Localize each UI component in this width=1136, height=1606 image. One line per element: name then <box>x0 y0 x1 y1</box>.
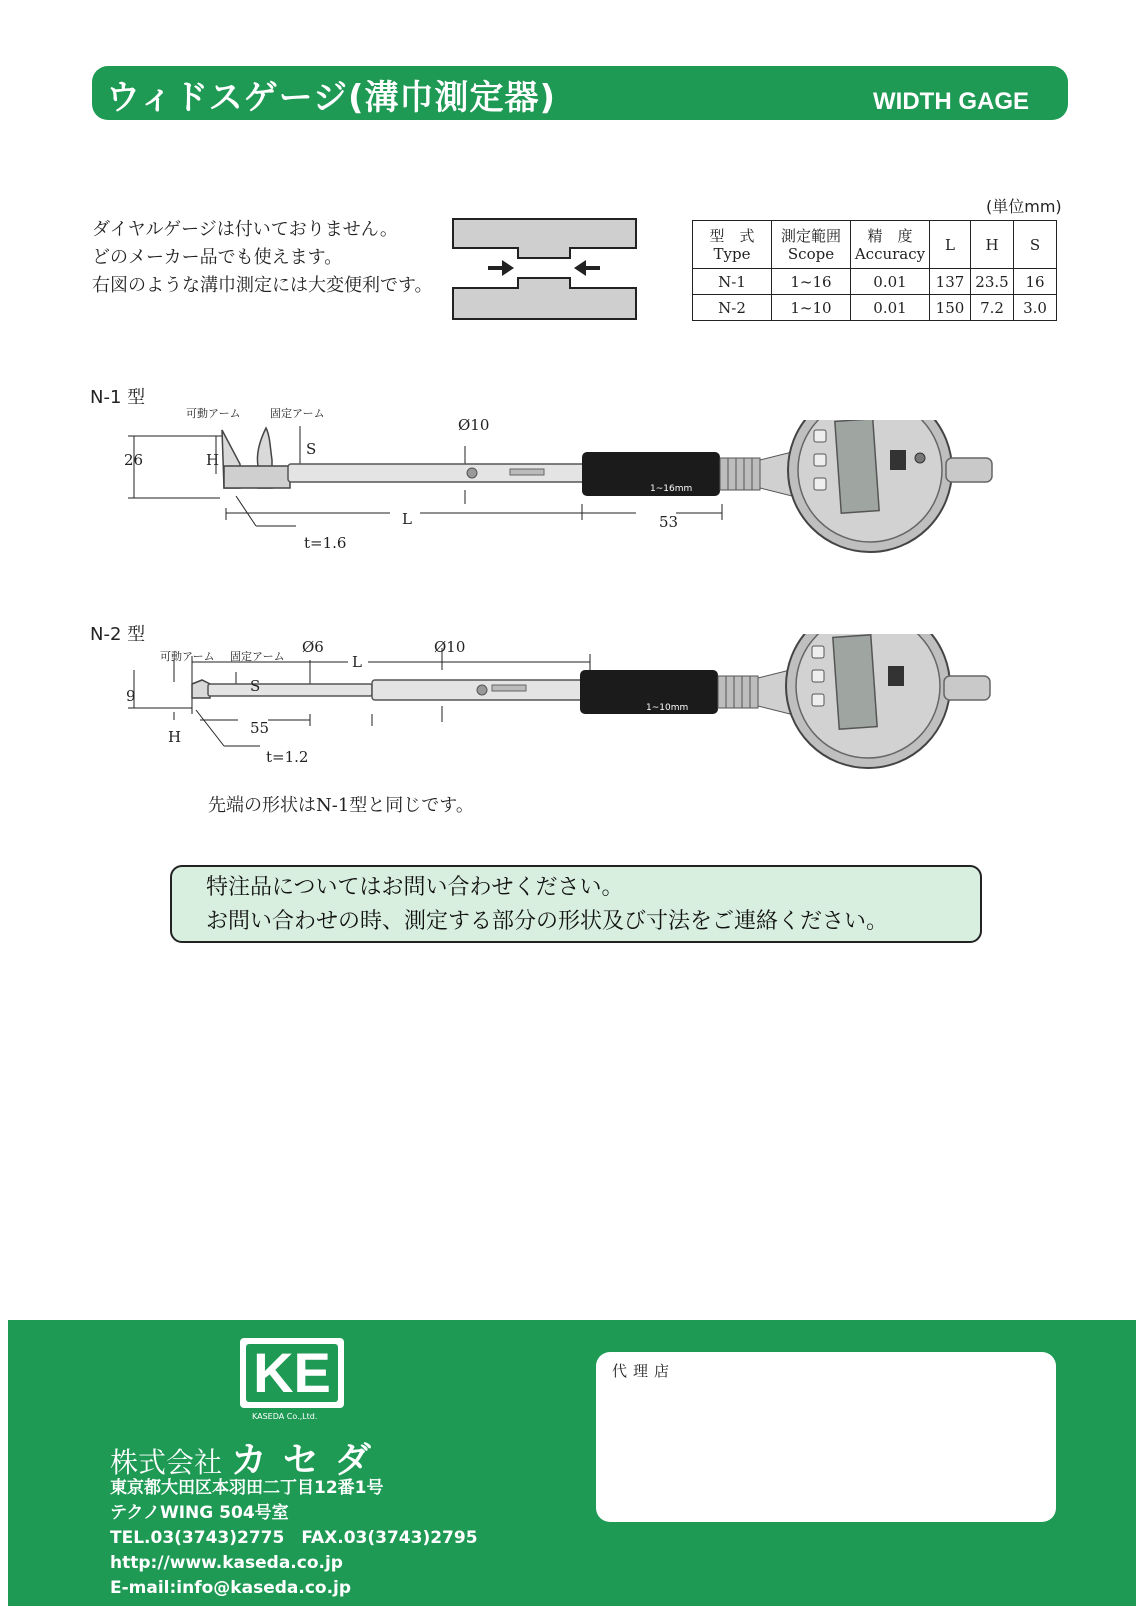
email-link[interactable]: E-mail:info@kaseda.co.jp <box>110 1578 352 1598</box>
cell-h: 7.2 <box>971 295 1014 321</box>
logo-subtitle: KASEDA Co.,Ltd. <box>252 1412 318 1421</box>
n2-note: 先端の形状はN-1型と同じです。 <box>208 795 474 816</box>
n2-dim-t: t=1.2 <box>266 748 309 766</box>
n2-gauge-display <box>833 635 877 729</box>
company-address <box>110 1476 478 1601</box>
header-s: S <box>1014 221 1057 269</box>
table-row <box>693 269 1057 295</box>
header-accuracy: 精 度 Accuracy <box>851 221 930 269</box>
cell-scope: 1~16 <box>772 269 851 295</box>
n2-gauge-button <box>812 670 824 682</box>
arrow-right-icon <box>488 260 514 276</box>
n1-gauge-button <box>814 478 826 490</box>
n2-dim-s: S <box>250 677 261 695</box>
n1-movable-arm-label: 可動アーム <box>186 407 241 420</box>
address-line: テクノWING 504号室 <box>110 1503 289 1523</box>
n2-dim-phi10: Ø10 <box>434 638 466 656</box>
n2-dim-9: 9 <box>126 687 136 705</box>
n2-grip-label: 1~10mm <box>646 703 689 713</box>
cell-s: 3.0 <box>1014 295 1057 321</box>
n2-rod-screw <box>477 685 487 695</box>
n2-thin-rod <box>208 684 372 696</box>
n1-gauge-button <box>814 430 826 442</box>
agent-label: 代理店 <box>612 1362 676 1380</box>
n1-dim-t: t=1.6 <box>304 534 347 552</box>
unit-label: (単位mm) <box>986 197 1062 216</box>
website-link[interactable]: http://www.kaseda.co.jp <box>110 1553 343 1573</box>
n2-dim-55: 55 <box>250 719 270 737</box>
spec-table <box>692 220 1057 321</box>
cell-l: 137 <box>930 269 971 295</box>
cell-accuracy: 0.01 <box>851 269 930 295</box>
address-line: 東京都大田区本羽田二丁目12番1号 <box>110 1478 384 1498</box>
n1-rod-screw <box>467 468 477 478</box>
cell-h: 23.5 <box>971 269 1014 295</box>
n1-grip-label: 1~16mm <box>650 484 693 494</box>
notice-line: 特注品についてはお問い合わせください。 <box>206 875 624 900</box>
table-row <box>693 295 1057 321</box>
cell-scope: 1~10 <box>772 295 851 321</box>
company-logo <box>240 1338 344 1408</box>
intro-line: ダイヤルゲージは付いておりません。 <box>92 219 398 240</box>
intro-line: 右図のような溝巾測定には大変便利です。 <box>92 275 433 296</box>
header-h: H <box>971 221 1014 269</box>
n1-connector <box>720 458 760 490</box>
n1-dim-53: 53 <box>659 513 679 531</box>
n1-dim-h: H <box>206 451 220 469</box>
n2-drawing <box>120 634 1040 774</box>
n2-rod-slot <box>492 685 526 691</box>
logo-text: KE <box>253 1341 331 1404</box>
n2-gauge-button <box>812 646 824 658</box>
header-type: 型 式 Type <box>693 221 772 269</box>
n1-drawing <box>120 420 1040 560</box>
n2-model-label: N-2 型 <box>90 624 146 645</box>
arrow-left-icon <box>574 260 600 276</box>
n1-rod-slot <box>510 469 544 475</box>
n2-connector <box>718 676 758 708</box>
n1-fixed-arm-label: 固定アーム <box>270 407 325 420</box>
n1-dim-s: S <box>306 440 317 458</box>
notice-line: お問い合わせの時、測定する部分の形状及び寸法をご連絡ください。 <box>206 909 889 934</box>
n1-dim-l: L <box>402 510 412 528</box>
header-scope: 測定範囲 Scope <box>772 221 851 269</box>
n2-movable-arm-label: 可動アーム <box>160 650 215 663</box>
cell-accuracy: 0.01 <box>851 295 930 321</box>
n2-dim-l: L <box>352 653 362 671</box>
intro-line: どのメーカー品でも使えます。 <box>92 247 343 268</box>
n2-gauge-button <box>812 694 824 706</box>
page-title: ウィドスゲージ(溝巾測定器) <box>106 78 557 118</box>
n2-neck <box>758 670 790 714</box>
cell-s: 16 <box>1014 269 1057 295</box>
cell-type: N-1 <box>693 269 772 295</box>
header-l: L <box>930 221 971 269</box>
n1-dim-26: 26 <box>124 451 144 469</box>
n2-dim-phi6: Ø6 <box>302 638 324 656</box>
company-prefix: 株式会社 <box>110 1446 223 1479</box>
n1-arm-block <box>224 466 290 488</box>
intro-text <box>92 216 433 300</box>
cell-type: N-2 <box>693 295 772 321</box>
groove-diagram <box>452 218 638 320</box>
cell-l: 150 <box>930 295 971 321</box>
table-header-row <box>693 221 1057 269</box>
groove-upper-part <box>453 219 636 258</box>
company-name-kana: カセダ <box>230 1440 387 1481</box>
n1-model-label: N-1 型 <box>90 387 146 408</box>
n1-gauge-display <box>835 420 879 513</box>
notice-text <box>206 871 888 939</box>
n1-gauge-button <box>814 454 826 466</box>
n1-gauge-screw <box>915 453 925 463</box>
n2-fixed-arm-label: 固定アーム <box>230 650 285 663</box>
tel-fax: TEL.03(3743)2775 FAX.03(3743)2795 <box>110 1528 478 1548</box>
n2-dim-h: H <box>168 728 182 746</box>
n2-spindle <box>944 676 990 700</box>
page-title-en: WIDTH GAGE <box>873 88 1029 115</box>
groove-lower-part <box>453 278 636 319</box>
n2-gauge-logo <box>888 666 904 686</box>
n1-spindle <box>946 458 992 482</box>
n1-dim-phi10: Ø10 <box>458 416 490 434</box>
n1-gauge-logo <box>890 450 906 470</box>
